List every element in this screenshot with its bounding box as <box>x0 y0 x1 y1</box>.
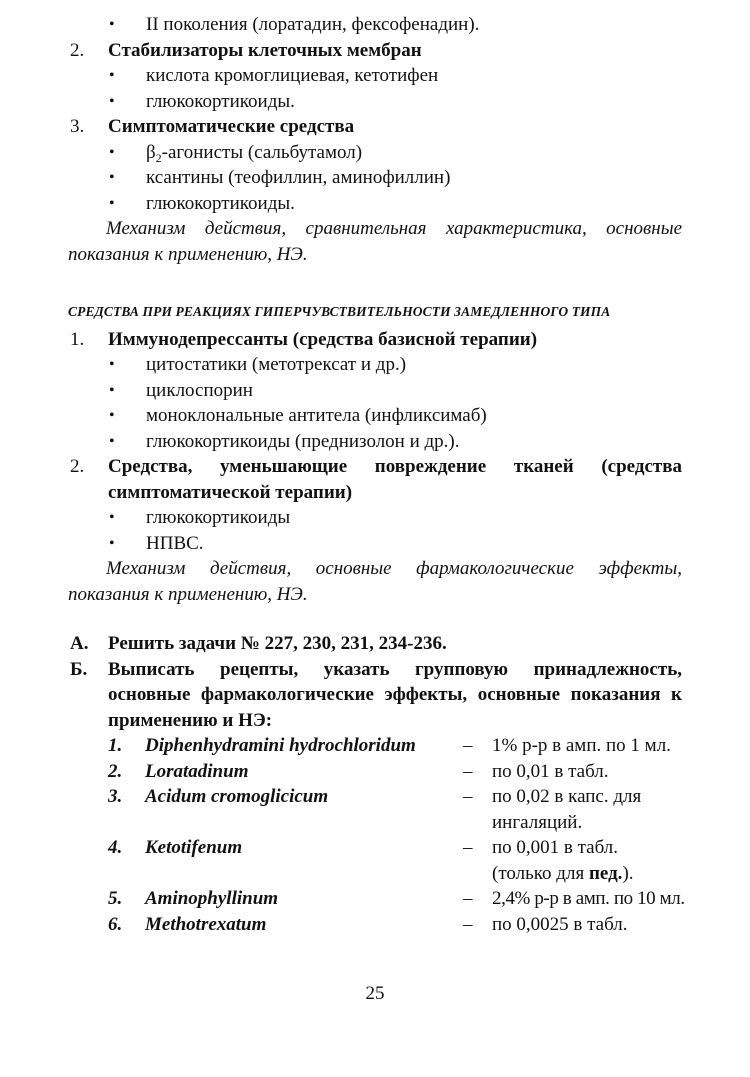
list-item-text: моноклональные антитела (инфликсимаб) <box>146 405 487 426</box>
task-label: А. <box>70 633 89 654</box>
rx-dash: – <box>463 760 473 782</box>
list-item <box>0 140 750 166</box>
list-item-text: глюкокортикоиды <box>146 507 291 528</box>
section-note: Механизм действия, основные фармакологические эффекты, показания к применению, НЭ. <box>68 558 682 605</box>
rx-drug-name: Diphenhydramini hydrochloridum <box>145 735 416 756</box>
list-item-text: циклоспорин <box>146 379 253 401</box>
numbered-heading <box>0 38 750 64</box>
list-item <box>0 505 750 531</box>
bullet-marker: • <box>109 16 115 33</box>
rx-number: 3. <box>108 786 123 807</box>
list-item-text: НПВС. <box>146 532 204 554</box>
bullet-marker: • <box>109 194 115 212</box>
page <box>0 12 750 937</box>
list-item-text: глюкокортикоиды (преднизолон и др.). <box>146 430 460 452</box>
task-text: Выписать рецепты, указать групповую принадлежность, основные фармакологические эффекты, основные показания к применению и НЭ: <box>108 658 682 731</box>
bullet-marker: • <box>109 169 115 186</box>
list-item <box>0 531 750 557</box>
list-item-text: $\beta_2$-агонисты (сальбутамол) <box>146 141 363 165</box>
numbered-heading <box>0 454 750 505</box>
rx-drug-name: Ketotifenum <box>145 837 243 858</box>
rx-dose: 2,4% р-р в амп. по 10 мл. <box>492 888 685 909</box>
item-title: Симптоматические средства <box>108 116 355 137</box>
section-heading: СРЕДСТВА ПРИ РЕАКЦИЯХ ГИПЕРЧУВСТВИТЕЛЬНОСТИ ЗАМЕДЛЕННОГО ТИПА <box>68 304 611 319</box>
rx-number: 4. <box>108 837 123 858</box>
rx-number: 6. <box>108 913 123 935</box>
task-a <box>0 631 750 657</box>
rx-dose: по 0,02 в капс. для <box>492 786 642 807</box>
item-number: 2. <box>70 39 85 61</box>
rx-drug-name: Loratadinum <box>145 760 249 782</box>
prescription-row <box>0 835 750 861</box>
rx-dash: – <box>463 735 473 756</box>
rx-dash: – <box>463 837 473 858</box>
bullet-marker: • <box>109 381 115 399</box>
numbered-heading <box>0 327 750 353</box>
task-label: Б. <box>70 658 88 680</box>
task-b <box>0 657 750 734</box>
prescription-row <box>0 733 750 759</box>
bullet-marker: • <box>109 509 115 526</box>
prescription-row <box>0 759 750 785</box>
item-title: Иммунодепрессанты (средства базисной терапии) <box>108 328 538 350</box>
item-number: 3. <box>70 116 85 137</box>
list-item <box>0 352 750 378</box>
bullet-marker: • <box>109 67 115 84</box>
list-item-text: глюкокортикоиды. <box>146 90 295 112</box>
bullet-marker: • <box>109 432 115 450</box>
task-text: Решить задачи № 227, 230, 231, 234-236. <box>108 633 447 654</box>
list-item <box>0 63 750 89</box>
page-number: 25 <box>365 983 385 1004</box>
rx-dose: 1% р-р в амп. по 1 мл. <box>492 735 671 756</box>
prescription-row-continued <box>0 861 750 887</box>
rx-dose-continued: (только для пед.). <box>492 862 634 884</box>
list-item-text: кислота кромоглициевая, кетотифен <box>146 65 439 86</box>
rx-dash: – <box>463 913 473 935</box>
rx-dose: по 0,01 в табл. <box>492 760 609 782</box>
bullet-marker: • <box>109 356 115 373</box>
item-number: 2. <box>70 456 85 477</box>
list-item-text: II поколения (лоратадин, фексофенадин). <box>146 14 480 35</box>
list-item-text: цитостатики (метотрексат и др.) <box>146 354 407 375</box>
rx-dose: по 0,001 в табл. <box>492 837 619 858</box>
prescription-row <box>0 784 750 810</box>
rx-number: 5. <box>108 888 123 909</box>
list-item <box>0 429 750 455</box>
list-item-text: ксантины (теофиллин, аминофиллин) <box>146 167 451 188</box>
rx-dose-continued: ингаляций. <box>492 811 583 833</box>
prescription-row-continued <box>0 810 750 836</box>
numbered-heading <box>0 114 750 140</box>
bullet-marker: • <box>109 534 115 552</box>
rx-drug-name: Aminophyllinum <box>145 888 279 909</box>
rx-number: 1. <box>108 735 123 756</box>
rx-drug-name: Acidum cromoglicicum <box>145 786 329 807</box>
rx-dash: – <box>463 786 473 807</box>
rx-dose: по 0,0025 в табл. <box>492 913 628 935</box>
prescription-row <box>0 912 750 938</box>
item-title: Средства, уменьшающие повреждение тканей (средства симптоматической терапии) <box>108 456 682 503</box>
item-title: Стабилизаторы клеточных мембран <box>108 39 422 61</box>
prescription-row <box>0 886 750 912</box>
list-item <box>0 89 750 115</box>
list-item <box>0 378 750 404</box>
section-note: Механизм действия, сравнительная характеристика, основные показания к применению, НЭ. <box>68 218 682 265</box>
list-item-text: глюкокортикоиды. <box>146 192 295 214</box>
list-item <box>0 403 750 429</box>
bullet-marker: • <box>109 407 115 424</box>
rx-dash: – <box>463 888 473 909</box>
bullet-marker: • <box>109 143 115 161</box>
bullet-marker: • <box>109 92 115 110</box>
rx-number: 2. <box>108 760 123 782</box>
list-item <box>0 12 750 38</box>
list-item <box>0 165 750 191</box>
list-item <box>0 191 750 217</box>
rx-drug-name: Methotrexatum <box>145 913 267 935</box>
item-number: 1. <box>70 328 85 350</box>
